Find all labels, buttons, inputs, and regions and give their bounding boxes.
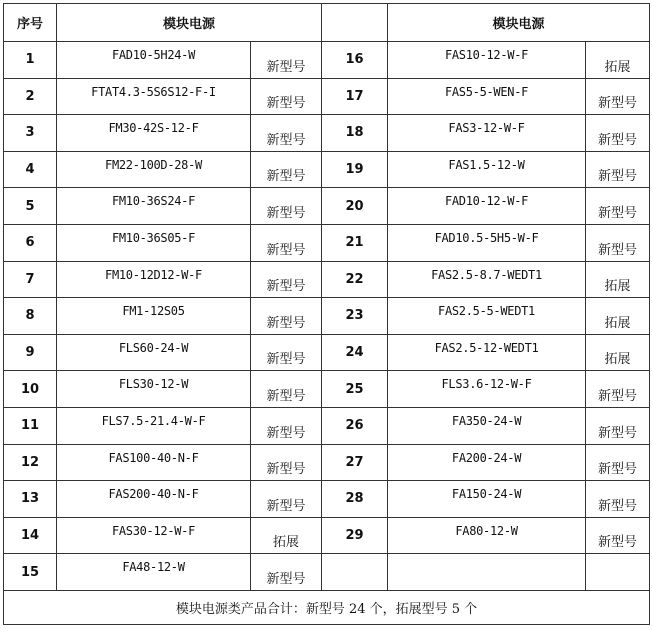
summary-text: 模块电源类产品合计：新型号 24 个，拓展型号 5 个 (4, 590, 650, 624)
model-name: FAS2.5-5-WEDT1 (388, 298, 586, 335)
row-number: 26 (322, 407, 388, 444)
row-number: 14 (4, 517, 57, 554)
model-name: FLS3.6-12-W-F (388, 371, 586, 408)
row-number: 12 (4, 444, 57, 481)
header-module-left: 模块电源 (57, 4, 322, 42)
model-name: FLS7.5-21.4-W-F (57, 407, 251, 444)
table-row (4, 481, 650, 518)
model-name: FAS2.5-8.7-WEDT1 (388, 261, 586, 298)
model-name: FA150-24-W (388, 481, 586, 518)
model-tag: 新型号 (251, 481, 322, 518)
model-tag: 拓展 (586, 334, 650, 371)
model-tag: 新型号 (586, 371, 650, 408)
model-name: FAS10-12-W-F (388, 42, 586, 79)
model-tag: 新型号 (251, 261, 322, 298)
model-tag: 新型号 (251, 151, 322, 188)
row-number: 29 (322, 517, 388, 554)
model-tag: 新型号 (251, 298, 322, 335)
row-number: 22 (322, 261, 388, 298)
row-number: 1 (4, 42, 57, 79)
model-name: FA48-12-W (57, 554, 251, 591)
table-body (4, 42, 650, 591)
table-row (4, 115, 650, 152)
row-number: 4 (4, 151, 57, 188)
row-number: 28 (322, 481, 388, 518)
row-number: 20 (322, 188, 388, 225)
model-name: FAS3-12-W-F (388, 115, 586, 152)
model-name: FM10-36S05-F (57, 224, 251, 261)
model-tag: 拓展 (586, 261, 650, 298)
model-tag: 新型号 (251, 42, 322, 79)
row-number: 27 (322, 444, 388, 481)
model-name: FAS30-12-W-F (57, 517, 251, 554)
model-tag: 新型号 (586, 151, 650, 188)
row-number: 8 (4, 298, 57, 335)
header-module-right: 模块电源 (388, 4, 650, 42)
model-tag: 新型号 (251, 407, 322, 444)
model-name: FAS200-40-N-F (57, 481, 251, 518)
model-tag: 新型号 (586, 115, 650, 152)
model-tag (586, 554, 650, 591)
table-row (4, 334, 650, 371)
model-name: FAD10-12-W-F (388, 188, 586, 225)
model-name: FM10-12D12-W-F (57, 261, 251, 298)
table-row (4, 371, 650, 408)
row-number: 15 (4, 554, 57, 591)
model-tag: 新型号 (251, 115, 322, 152)
table-row (4, 42, 650, 79)
model-tag: 新型号 (251, 188, 322, 225)
row-number: 3 (4, 115, 57, 152)
model-name: FAD10-5H24-W (57, 42, 251, 79)
row-number: 17 (322, 78, 388, 115)
table-row (4, 188, 650, 225)
table-row (4, 554, 650, 591)
row-number: 9 (4, 334, 57, 371)
model-name: FAS1.5-12-W (388, 151, 586, 188)
row-number: 23 (322, 298, 388, 335)
model-tag: 新型号 (586, 224, 650, 261)
model-name: FM1-12S05 (57, 298, 251, 335)
row-number: 5 (4, 188, 57, 225)
row-number: 13 (4, 481, 57, 518)
table-row (4, 517, 650, 554)
model-tag: 新型号 (251, 78, 322, 115)
model-name: FAS5-5-WEN-F (388, 78, 586, 115)
model-tag: 新型号 (251, 371, 322, 408)
model-tag: 新型号 (586, 444, 650, 481)
row-number: 16 (322, 42, 388, 79)
model-name: FTAT4.3-5S6S12-F-I (57, 78, 251, 115)
model-tag: 拓展 (586, 42, 650, 79)
table-row (4, 444, 650, 481)
model-name (388, 554, 586, 591)
model-tag: 新型号 (251, 334, 322, 371)
header-row (4, 4, 650, 42)
summary-row (4, 590, 650, 624)
model-tag: 拓展 (586, 298, 650, 335)
model-tag: 新型号 (586, 481, 650, 518)
header-seq: 序号 (4, 4, 57, 42)
table-row (4, 78, 650, 115)
model-tag: 新型号 (586, 188, 650, 225)
model-name: FAS100-40-N-F (57, 444, 251, 481)
model-name: FAD10.5-5H5-W-F (388, 224, 586, 261)
model-tag: 新型号 (251, 554, 322, 591)
row-number: 21 (322, 224, 388, 261)
row-number: 2 (4, 78, 57, 115)
model-name: FLS60-24-W (57, 334, 251, 371)
model-tag: 新型号 (586, 407, 650, 444)
model-name: FM30-42S-12-F (57, 115, 251, 152)
row-number: 18 (322, 115, 388, 152)
table-row (4, 298, 650, 335)
row-number: 19 (322, 151, 388, 188)
model-name: FAS2.5-12-WEDT1 (388, 334, 586, 371)
model-name: FLS30-12-W (57, 371, 251, 408)
row-number: 10 (4, 371, 57, 408)
row-number: 11 (4, 407, 57, 444)
model-name: FA80-12-W (388, 517, 586, 554)
row-number: 6 (4, 224, 57, 261)
row-number: 25 (322, 371, 388, 408)
model-tag: 新型号 (251, 444, 322, 481)
row-number: 24 (322, 334, 388, 371)
model-name: FA350-24-W (388, 407, 586, 444)
table-row (4, 407, 650, 444)
model-name: FA200-24-W (388, 444, 586, 481)
header-spacer (322, 4, 388, 42)
row-number: 7 (4, 261, 57, 298)
table-row (4, 261, 650, 298)
table-row (4, 151, 650, 188)
table-row (4, 224, 650, 261)
model-tag: 新型号 (251, 224, 322, 261)
model-name: FM22-100D-28-W (57, 151, 251, 188)
model-name: FM10-36S24-F (57, 188, 251, 225)
model-tag: 新型号 (586, 78, 650, 115)
model-tag: 拓展 (251, 517, 322, 554)
module-power-table (3, 3, 650, 625)
model-tag: 新型号 (586, 517, 650, 554)
row-number (322, 554, 388, 591)
